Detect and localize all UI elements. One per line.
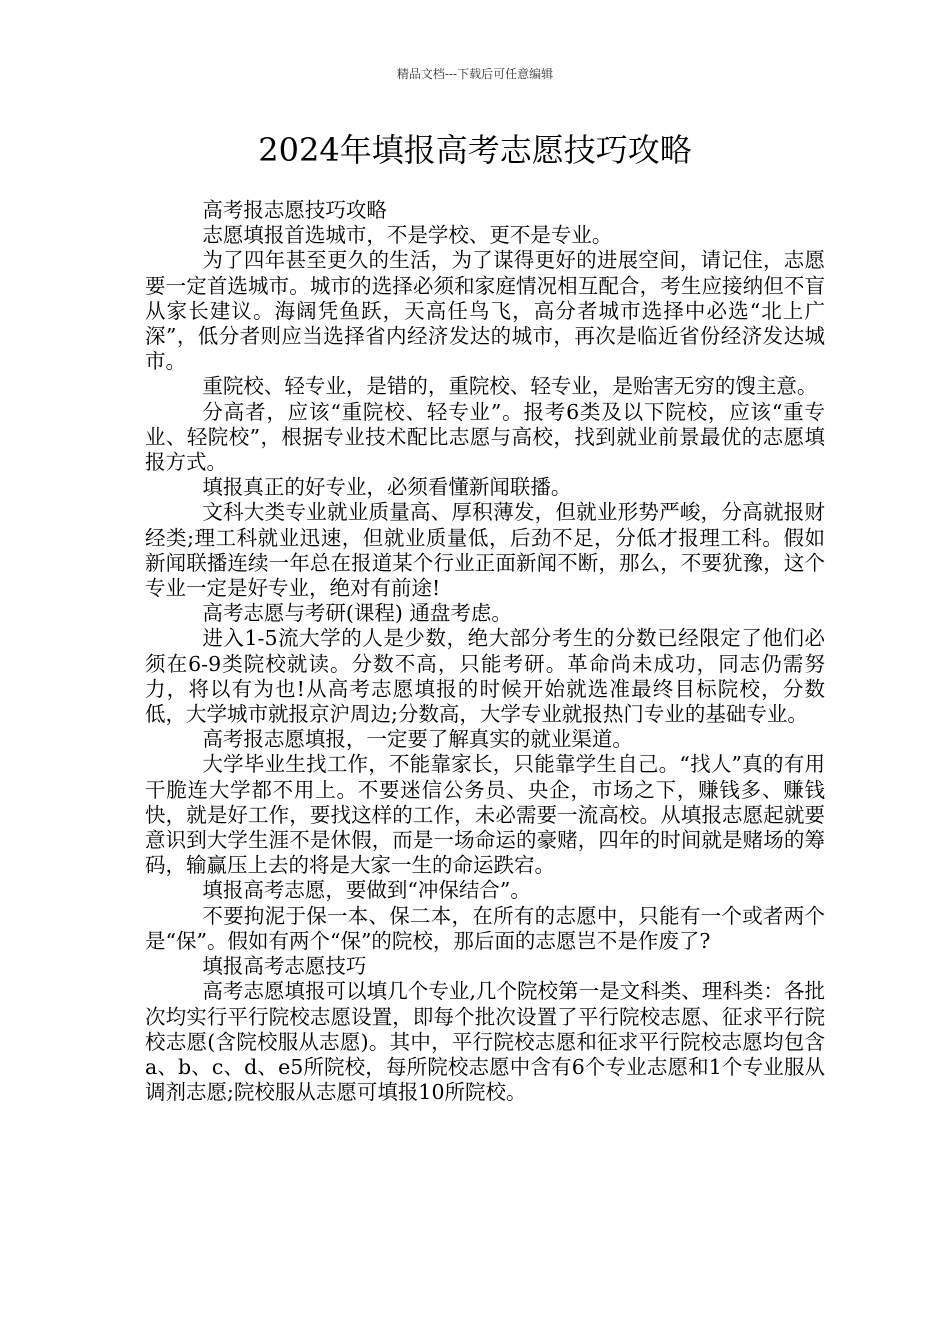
document-title: 2024年填报高考志愿技巧攻略 (258, 131, 692, 169)
paragraph: 文科大类专业就业质量高、厚积薄发，但就业形势严峻，分高就报财经类;理工科就业迅速，但就业质量低，后劲不足，分低才报理工科。假如新闻联播连续一年总在报道某个行业正面新闻不断，那么，不要犹豫，这个专业一定是好专业，绝对有前途! (145, 500, 825, 601)
paragraph-point-heading: 填报高考志愿，要做到“冲保结合”。 (202, 878, 531, 903)
paragraph-point-heading: 重院校、轻专业，是错的，重院校、轻专业，是贻害无穷的馊主意。 (202, 374, 818, 399)
paragraph-section-heading: 高考报志愿技巧攻略 (202, 198, 387, 222)
paragraph: 进入1-5流大学的人是少数，绝大部分考生的分数已经限定了他们必须在6-9类院校就读。分数不高，只能考研。革命尚未成功，同志仍需努力，将以有为也!从高考志愿填报的时候开始就选准最终目标院校，分数低，大学城市就报京沪周边;分数高，大学专业就报热门专业的基础专业。 (145, 626, 825, 727)
paragraph-point-heading: 高考报志愿填报，一定要了解真实的就业渠道。 (202, 727, 633, 752)
document-body (145, 198, 825, 1105)
paragraph-point-heading: 填报真正的好专业，必须看懂新闻联播。 (202, 475, 572, 500)
paragraph-section-heading: 填报高考志愿技巧 (202, 954, 367, 979)
paragraph: 不要拘泥于保一本、保二本，在所有的志愿中，只能有一个或者两个是“保”。假如有两个“保”的院校，那后面的志愿岂不是作废了? (145, 903, 825, 953)
paragraph: 大学毕业生找工作，不能靠家长，只能靠学生自己。“找人”真的有用干脆连大学都不用上。不要迷信公务员、央企，市场之下，赚钱多、赚钱快，就是好工作，要找这样的工作，未必需要一流高校。从填报志愿起就要意识到大学生涯不是休假，而是一场命运的豪赌，四年的时间就是赌场的筹码，输赢压上去的将是大家一生的命运跌宕。 (145, 752, 825, 878)
paragraph: 高考志愿填报可以填几个专业,几个院校第一是文科类、理科类：各批次均实行平行院校志愿设置，即每个批次设置了平行院校志愿、征求平行院校志愿(含院校服从志愿)。其中，平行院校志愿和征求平行院校志愿均包含a、b、c、d、e5所院校，每所院校志愿中含有6个专业志愿和1个专业服从调剂志愿;院校服从志愿可填报10所院校。 (145, 979, 825, 1105)
header-note: 精品文档---下载后可任意编辑 (396, 67, 554, 81)
paragraph-point-heading: 高考志愿与考研(课程) 通盘考虑。 (202, 601, 512, 626)
paragraph: 分高者，应该“重院校、轻专业”。报考6类及以下院校，应该“重专业、轻院校”，根据专业技术配比志愿与高校，找到就业前景最优的志愿填报方式。 (145, 399, 825, 475)
paragraph: 为了四年甚至更久的生活，为了谋得更好的进展空间，请记住，志愿要一定首选城市。城市的选择必须和家庭情况相互配合，考生应接纳但不盲从家长建议。海阔凭鱼跃，天高任鸟飞，高分者城市选择中必选“北上广深”，低分者则应当选择省内经济发达的城市，再次是临近省份经济发达城市。 (145, 248, 825, 374)
paragraph-point-heading: 志愿填报首选城市，不是学校、更不是专业。 (202, 223, 613, 248)
